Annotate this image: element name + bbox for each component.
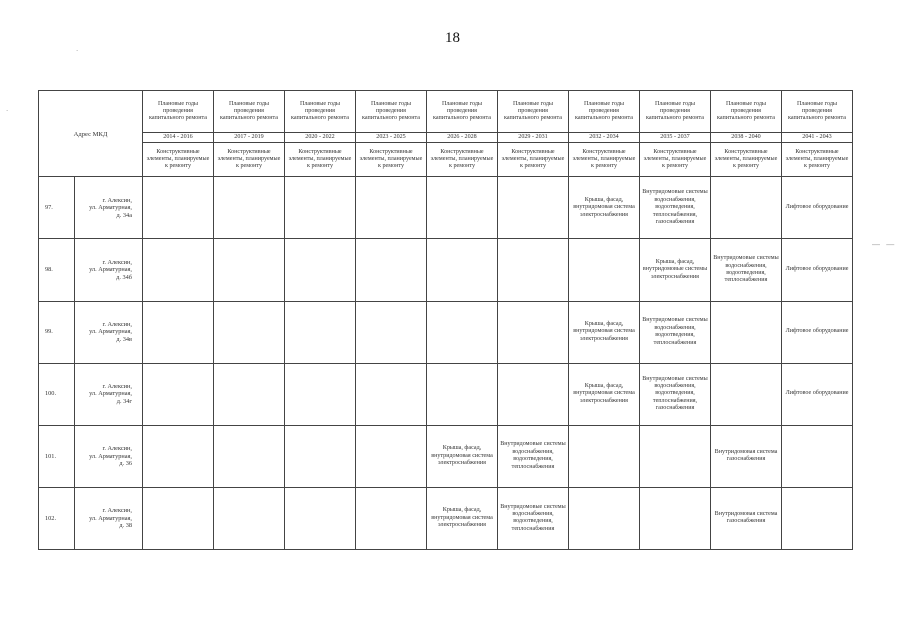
period-cell: Внутридомовые системы водоснабжения, водоотведения, теплоснабжения	[640, 301, 711, 363]
period-title: Плановые годы проведения капитального ремонта	[782, 91, 853, 133]
period-years: 2032 - 2034	[569, 133, 640, 143]
period-cell	[143, 301, 214, 363]
address-line: г. Алексин,	[102, 258, 132, 266]
period-title: Плановые годы проведения капитального ремонта	[285, 91, 356, 133]
address-cell	[75, 239, 143, 301]
period-cell	[214, 487, 285, 549]
period-title: Плановые годы проведения капитального ремонта	[498, 91, 569, 133]
period-cell	[356, 301, 427, 363]
period-cell: Внутридомовые системы водоснабжения, водоотведения, теплоснабжения, газоснабжения	[640, 363, 711, 425]
table-body	[39, 177, 853, 550]
address-line: ул. Арматурная,	[89, 452, 132, 460]
period-cell	[782, 425, 853, 487]
period-title: Плановые годы проведения капитального ремонта	[569, 91, 640, 133]
period-cell	[143, 425, 214, 487]
row-number: 99.	[39, 301, 75, 363]
period-cell	[711, 177, 782, 239]
period-cell	[285, 301, 356, 363]
period-cell	[214, 301, 285, 363]
period-cell	[285, 425, 356, 487]
address-cell	[75, 487, 143, 549]
period-cell	[356, 239, 427, 301]
row-number: 98.	[39, 239, 75, 301]
period-cell	[214, 239, 285, 301]
period-cell: Внутридомовые системы водоснабжения, водоотведения, теплоснабжения, газоснабжения	[640, 177, 711, 239]
address-line: д. 38	[119, 522, 132, 530]
table-header	[39, 91, 853, 177]
scan-dot: .	[6, 104, 9, 113]
period-cell	[569, 239, 640, 301]
address-line: ул. Арматурная,	[89, 514, 132, 522]
period-cell	[285, 239, 356, 301]
period-cell	[356, 425, 427, 487]
period-title: Плановые годы проведения капитального ремонта	[214, 91, 285, 133]
elements-subheader: Конструктивные элементы, планируемые к ремонту	[143, 143, 214, 177]
header-row-titles	[39, 91, 853, 133]
address-line: д. 34г	[116, 397, 132, 405]
period-cell	[143, 177, 214, 239]
address-line: д. 34б	[116, 273, 132, 281]
period-years: 2023 - 2025	[356, 133, 427, 143]
table-row	[39, 239, 853, 301]
period-cell: Крыша, фасад, внутридомовая система электроснабжения	[569, 301, 640, 363]
period-cell: Крыша, фасад, внутридомовая система электроснабжения	[427, 425, 498, 487]
period-cell: Лифтовое оборудование	[782, 301, 853, 363]
elements-subheader: Конструктивные элементы, планируемые к ремонту	[711, 143, 782, 177]
period-cell	[356, 363, 427, 425]
address-line: ул. Арматурная,	[89, 328, 132, 336]
page-number: 18	[445, 30, 460, 46]
period-cell: Крыша, фасад, внутридомовая система электроснабжения	[569, 363, 640, 425]
period-cell	[427, 301, 498, 363]
period-cell	[285, 177, 356, 239]
table-row	[39, 177, 853, 239]
capital-repair-table	[38, 90, 853, 550]
period-cell	[427, 363, 498, 425]
period-cell	[214, 177, 285, 239]
period-cell	[782, 487, 853, 549]
period-cell	[143, 363, 214, 425]
period-years: 2038 - 2040	[711, 133, 782, 143]
elements-subheader: Конструктивные элементы, планируемые к ремонту	[569, 143, 640, 177]
period-cell: Внутридомовая система газоснабжения	[711, 425, 782, 487]
address-cell	[75, 301, 143, 363]
header-row-years	[39, 133, 853, 143]
period-cell	[285, 363, 356, 425]
address-line: ул. Арматурная,	[89, 390, 132, 398]
row-number: 102.	[39, 487, 75, 549]
period-cell	[214, 363, 285, 425]
period-cell	[569, 425, 640, 487]
period-cell: Лифтовое оборудование	[782, 363, 853, 425]
table-row	[39, 487, 853, 549]
address-cell	[75, 363, 143, 425]
period-cell: Лифтовое оборудование	[782, 177, 853, 239]
period-cell	[427, 239, 498, 301]
address-line: г. Алексин,	[102, 196, 132, 204]
period-years: 2020 - 2022	[285, 133, 356, 143]
row-number: 101.	[39, 425, 75, 487]
elements-subheader: Конструктивные элементы, планируемые к ремонту	[214, 143, 285, 177]
period-cell	[711, 363, 782, 425]
address-line: д. 34а	[116, 211, 132, 219]
period-years: 2014 - 2016	[143, 133, 214, 143]
row-number: 100.	[39, 363, 75, 425]
row-number: 97.	[39, 177, 75, 239]
scan-dot: .	[76, 44, 79, 53]
period-title: Плановые годы проведения капитального ремонта	[711, 91, 782, 133]
period-cell	[356, 177, 427, 239]
period-cell	[427, 177, 498, 239]
scan-dash: — —	[872, 240, 897, 249]
period-cell: Внутридомовая система газоснабжения	[711, 487, 782, 549]
period-cell	[498, 363, 569, 425]
table-row	[39, 301, 853, 363]
table-row	[39, 363, 853, 425]
period-cell	[143, 487, 214, 549]
period-cell: Крыша, фасад, внутридомовая система электроснабжения	[427, 487, 498, 549]
period-title: Плановые годы проведения капитального ремонта	[143, 91, 214, 133]
address-line: ул. Арматурная,	[89, 266, 132, 274]
period-title: Плановые годы проведения капитального ремонта	[356, 91, 427, 133]
period-cell	[143, 239, 214, 301]
address-column-header: Адрес МКД	[39, 91, 143, 177]
elements-subheader: Конструктивные элементы, планируемые к ремонту	[427, 143, 498, 177]
address-line: г. Алексин,	[102, 507, 132, 515]
period-years: 2041 - 2043	[782, 133, 853, 143]
elements-subheader: Конструктивные элементы, планируемые к ремонту	[498, 143, 569, 177]
period-title: Плановые годы проведения капитального ремонта	[640, 91, 711, 133]
period-cell	[285, 487, 356, 549]
address-cell	[75, 425, 143, 487]
period-cell	[711, 301, 782, 363]
header-row-elements	[39, 143, 853, 177]
period-cell	[356, 487, 427, 549]
elements-subheader: Конструктивные элементы, планируемые к ремонту	[640, 143, 711, 177]
table-row	[39, 425, 853, 487]
elements-subheader: Конструктивные элементы, планируемые к ремонту	[356, 143, 427, 177]
period-cell	[214, 425, 285, 487]
elements-subheader: Конструктивные элементы, планируемые к ремонту	[285, 143, 356, 177]
elements-subheader: Конструктивные элементы, планируемые к ремонту	[782, 143, 853, 177]
period-cell: Внутридомовые системы водоснабжения, водоотведения, теплоснабжения	[498, 425, 569, 487]
address-line: д. 36	[119, 460, 132, 468]
address-line: г. Алексин,	[102, 444, 132, 452]
period-cell	[498, 301, 569, 363]
period-years: 2035 - 2037	[640, 133, 711, 143]
period-cell	[640, 425, 711, 487]
period-years: 2029 - 2031	[498, 133, 569, 143]
period-cell	[498, 177, 569, 239]
period-cell: Крыша, фасад, внутридомовые системы электроснабжения	[640, 239, 711, 301]
period-cell	[640, 487, 711, 549]
address-line: ул. Арматурная,	[89, 204, 132, 212]
address-cell	[75, 177, 143, 239]
period-cell: Внутридомовые системы водоснабжения, водоотведения, теплоснабжения	[711, 239, 782, 301]
period-cell	[569, 487, 640, 549]
address-line: д. 34в	[116, 335, 132, 343]
period-years: 2017 - 2019	[214, 133, 285, 143]
period-cell: Крыша, фасад, внутридомовая система электроснабжения	[569, 177, 640, 239]
address-line: г. Алексин,	[102, 382, 132, 390]
period-cell: Внутридомовые системы водоснабжения, водоотведения, теплоснабжения	[498, 487, 569, 549]
period-title: Плановые годы проведения капитального ремонта	[427, 91, 498, 133]
period-years: 2026 - 2028	[427, 133, 498, 143]
period-cell	[498, 239, 569, 301]
address-line: г. Алексин,	[102, 320, 132, 328]
period-cell: Лифтовое оборудование	[782, 239, 853, 301]
